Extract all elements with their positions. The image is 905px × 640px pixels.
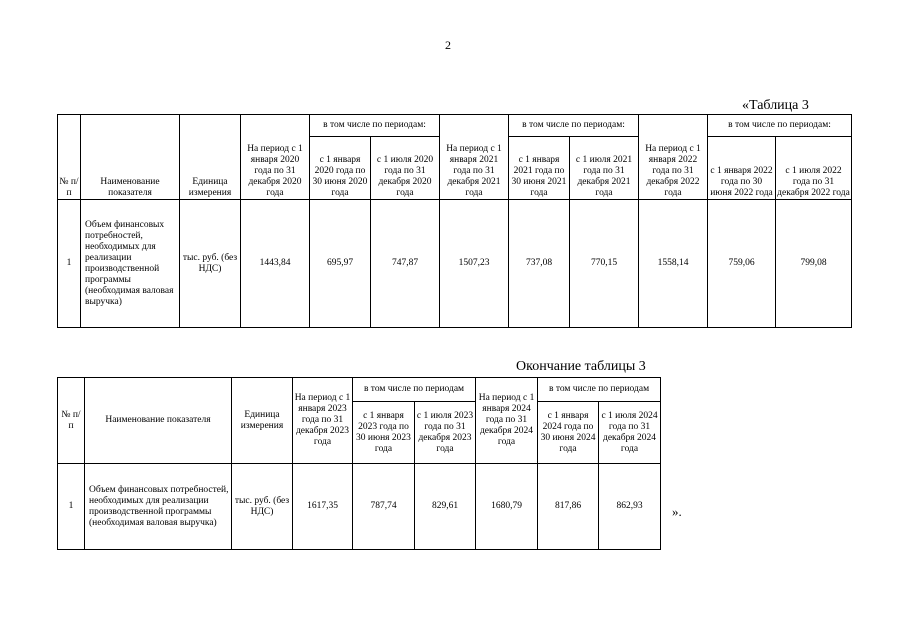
header-period-2020: На период с 1 января 2020 года по 31 декабря 2020 года <box>241 115 310 200</box>
value-2021-h1: 737,08 <box>509 200 570 328</box>
header-h1-2020: с 1 января 2020 года по 30 июня 2020 года <box>310 137 371 200</box>
header-period-2021: На период с 1 января 2021 года по 31 декабря 2021 года <box>440 115 509 200</box>
page-number: 2 <box>445 38 451 52</box>
value-2022-h2: 799,08 <box>776 200 852 328</box>
value-2024-total: 1680,79 <box>476 464 538 550</box>
value-2023-h1: 787,74 <box>353 464 415 550</box>
row-unit: тыс. руб. (без НДС) <box>180 200 241 328</box>
value-2022-total: 1558,14 <box>639 200 708 328</box>
header-h2-2024: с 1 июля 2024 года по 31 декабря 2024 года <box>599 402 661 464</box>
value-2023-total: 1617,35 <box>293 464 353 550</box>
header-period-2022: На период с 1 января 2022 года по 31 декабря 2022 года <box>639 115 708 200</box>
row-name: Объем финансовых потребностей, необходимых для реализации производственной программы (необходимая валовая выручка) <box>85 464 232 550</box>
value-2020-h1: 695,97 <box>310 200 371 328</box>
header-period-2023: На период с 1 января 2023 года по 31 декабря 2023 года <box>293 378 353 464</box>
table-continuation-title: Окончание таблицы 3 <box>516 359 646 374</box>
header-unit: Единица измерения <box>180 115 241 200</box>
header-num: № п/п <box>58 378 85 464</box>
header-h2-2021: с 1 июля 2021 года по 31 декабря 2021 года <box>570 137 639 200</box>
header-name: Наименование показателя <box>85 378 232 464</box>
header-group-2023: в том числе по периодам <box>353 378 476 402</box>
value-2024-h2: 862,93 <box>599 464 661 550</box>
row-unit: тыс. руб. (без НДС) <box>232 464 293 550</box>
value-2020-h2: 747,87 <box>371 200 440 328</box>
header-h1-2021: с 1 января 2021 года по 30 июня 2021 года <box>509 137 570 200</box>
header-period-2024: На период с 1 января 2024 года по 31 декабря 2024 года <box>476 378 538 464</box>
closing-quote: ». <box>672 504 682 519</box>
value-2022-h1: 759,06 <box>708 200 776 328</box>
header-h1-2022: с 1 января 2022 года по 30 июня 2022 года <box>708 137 776 200</box>
row-num: 1 <box>58 464 85 550</box>
financial-needs-table-2020-2022 <box>57 114 852 328</box>
header-h1-2024: с 1 января 2024 года по 30 июня 2024 года <box>538 402 599 464</box>
value-2021-total: 1507,23 <box>440 200 509 328</box>
header-group-2021: в том числе по периодам: <box>509 115 639 137</box>
header-name: Наименование показателя <box>81 115 180 200</box>
header-h2-2023: с 1 июля 2023 года по 31 декабря 2023 года <box>415 402 476 464</box>
row-num: 1 <box>58 200 81 328</box>
header-group-2022: в том числе по периодам: <box>708 115 852 137</box>
header-h2-2022: с 1 июля 2022 года по 31 декабря 2022 года <box>776 137 852 200</box>
financial-needs-table-2023-2024 <box>57 377 661 550</box>
header-h2-2020: с 1 июля 2020 года по 31 декабря 2020 года <box>371 137 440 200</box>
table-title: «Таблица 3 <box>742 98 809 113</box>
value-2021-h2: 770,15 <box>570 200 639 328</box>
header-h1-2023: с 1 января 2023 года по 30 июня 2023 года <box>353 402 415 464</box>
header-unit: Единица измерения <box>232 378 293 464</box>
header-group-2020: в том числе по периодам: <box>310 115 440 137</box>
value-2020-total: 1443,84 <box>241 200 310 328</box>
row-name: Объем финансовых потребностей, необходимых для реализации производственной программы (необходимая валовая выручка) <box>81 200 180 328</box>
header-num: № п/ п <box>58 115 81 200</box>
header-group-2024: в том числе по периодам <box>538 378 661 402</box>
value-2023-h2: 829,61 <box>415 464 476 550</box>
value-2024-h1: 817,86 <box>538 464 599 550</box>
